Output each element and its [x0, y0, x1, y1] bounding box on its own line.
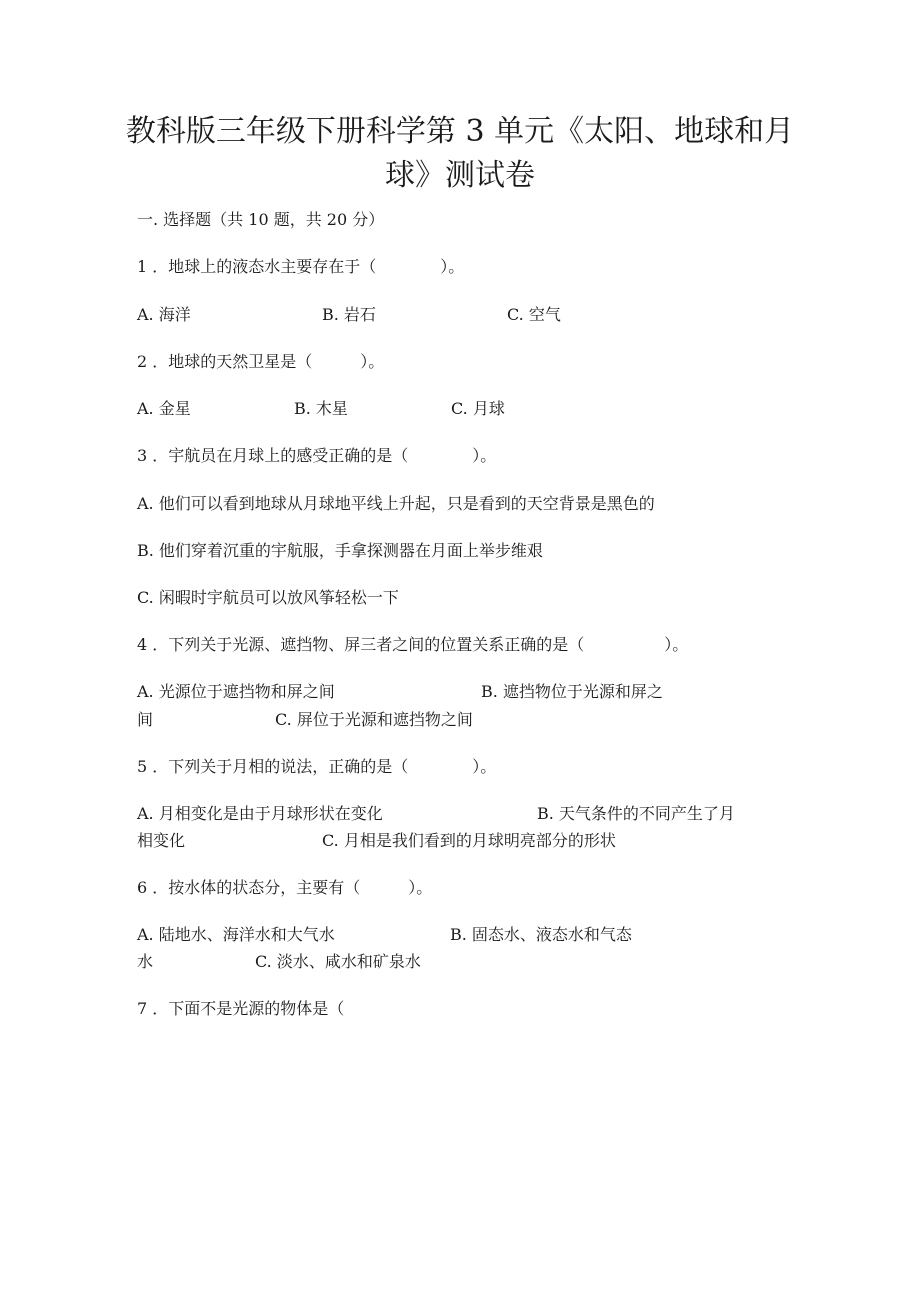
title-line-2: 球》测试卷: [385, 158, 535, 193]
question-4-option-c: C. 屏位于光源和遮挡物之间: [275, 710, 473, 729]
question-6-option-b-wrap: 水: [137, 952, 154, 971]
page-title: [120, 110, 800, 198]
question-2-option-c: C. 月球: [451, 399, 505, 418]
question-2-option-b: B. 木星: [294, 399, 348, 418]
question-5-option-c: C. 月相是我们看到的月球明亮部分的形状: [322, 831, 616, 850]
question-4-option-b-wrap: 间: [137, 710, 154, 729]
question-2-stem: 2 ．地球的天然卫星是（ ）。: [137, 352, 385, 371]
question-1-stem: 1 ．地球上的液态水主要存在于（ ）。: [137, 257, 465, 276]
section-heading: 一. 选择题（共 10 题，共 20 分）: [137, 210, 385, 229]
question-5-option-a: A. 月相变化是由于月球形状在变化: [137, 804, 383, 823]
title-line-1: 教科版三年级下册科学第 3 单元《太阳、地球和月: [125, 114, 795, 149]
question-7-stem: 7 ．下面不是光源的物体是（: [137, 999, 345, 1018]
question-5-option-b: B. 天气条件的不同产生了月: [537, 804, 735, 823]
question-5-option-b-wrap: 相变化: [137, 831, 186, 850]
question-6-option-a: A. 陆地水、海洋水和大气水: [137, 925, 335, 944]
question-1-option-b: B. 岩石: [322, 305, 376, 324]
question-6-stem: 6 ．按水体的状态分，主要有（ ）。: [137, 878, 433, 897]
question-3-option-c: C. 闲暇时宇航员可以放风筝轻松一下: [137, 588, 399, 607]
question-6-option-b: B. 固态水、液态水和气态: [450, 925, 632, 944]
question-4-option-b: B. 遮挡物位于光源和屏之: [481, 682, 663, 701]
question-3-option-a: A. 他们可以看到地球从月球地平线上升起，只是看到的天空背景是黑色的: [137, 494, 655, 513]
question-2-option-a: A. 金星: [137, 399, 191, 418]
question-1-option-c: C. 空气: [507, 305, 561, 324]
question-3-stem: 3 ．宇航员在月球上的感受正确的是（ ）。: [137, 446, 497, 465]
question-1-option-a: A. 海洋: [137, 305, 191, 324]
question-4-option-a: A. 光源位于遮挡物和屏之间: [137, 682, 335, 701]
question-3-option-b: B. 他们穿着沉重的宇航服，手拿探测器在月面上举步维艰: [137, 541, 543, 560]
question-4-stem: 4 ．下列关于光源、遮挡物、屏三者之间的位置关系正确的是（ ）。: [137, 635, 689, 654]
question-6-option-c: C. 淡水、咸水和矿泉水: [255, 952, 421, 971]
question-5-stem: 5 ．下列关于月相的说法，正确的是（ ）。: [137, 757, 497, 776]
